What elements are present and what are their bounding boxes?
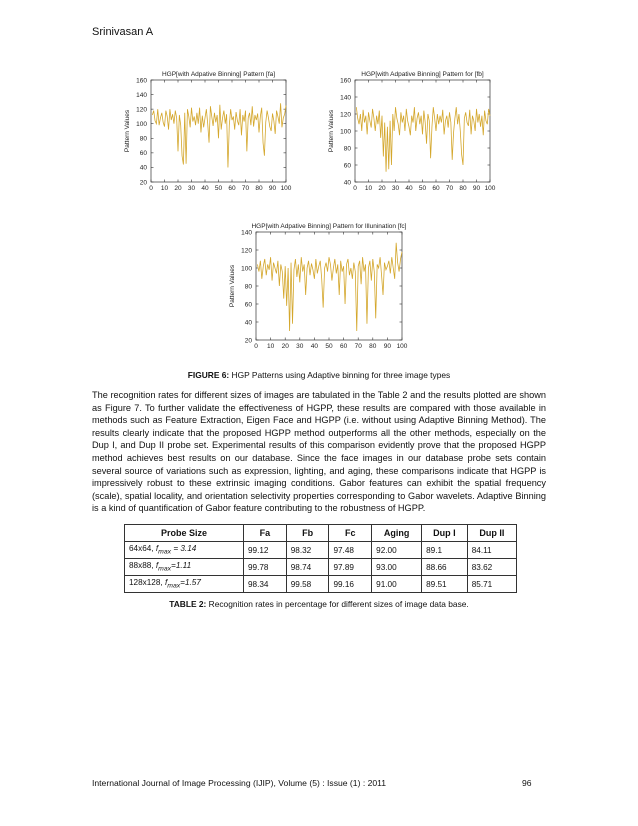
y-tick-label: 40 (343, 179, 351, 187)
table-row (125, 576, 517, 593)
chart-fc (220, 222, 415, 357)
x-tick-label: 60 (228, 185, 236, 192)
figure-caption (0, 370, 638, 380)
cell-dup-i: 88.66 (422, 559, 468, 576)
cell-fa: 99.78 (244, 559, 287, 576)
table-caption-label: TABLE 2: (169, 599, 207, 609)
fmax-value: =1.11 (171, 561, 192, 571)
header-aging: Aging (372, 525, 422, 542)
fmax-sub: max (167, 582, 181, 590)
cell-dup-i: 89.51 (422, 576, 468, 593)
x-tick-label: 50 (418, 185, 427, 192)
x-tick-label: 60 (432, 185, 440, 192)
y-tick-label: 60 (343, 162, 351, 170)
figure-caption-label: FIGURE 6: (187, 370, 230, 380)
cell-probe-size (125, 559, 244, 576)
x-tick-label: 60 (339, 343, 348, 350)
y-tick-label: 120 (340, 111, 351, 119)
chart-fc-svg (220, 222, 415, 357)
footer-journal: International Journal of Image Processing (IJIP), Volume (5) : Issue (1) : 2011 (92, 778, 387, 788)
cell-dup-i: 89.1 (422, 542, 468, 559)
fmax-var: f (155, 561, 159, 571)
table-row (125, 559, 517, 576)
x-tick-label: 20 (378, 185, 386, 192)
y-tick-label: 100 (136, 121, 147, 129)
x-tick-label: 80 (459, 185, 467, 192)
pattern-series-line (356, 107, 490, 172)
y-tick-label: 40 (139, 164, 147, 172)
probe-size-text: 128x128, (129, 578, 165, 588)
header-fb: Fb (286, 525, 329, 542)
pattern-series-line (257, 243, 402, 331)
x-tick-label: 40 (310, 343, 319, 350)
probe-size-text: 64x64, (129, 544, 156, 554)
cell-probe-size (125, 576, 244, 593)
cell-dup-ii: 83.62 (467, 559, 516, 576)
x-tick-label: 0 (254, 343, 258, 350)
cell-fb: 98.32 (286, 542, 329, 559)
cell-probe-size (125, 542, 244, 559)
chart-fa (118, 70, 293, 195)
chart-fb-svg (322, 70, 497, 195)
cell-fa: 98.34 (244, 576, 287, 593)
y-tick-label: 20 (139, 179, 147, 187)
y-tick-label: 100 (340, 128, 351, 136)
cell-fb: 99.58 (286, 576, 329, 593)
chart-title: HGP[with Adpative Binning] Pattern for Illunination [fc] (251, 223, 407, 230)
cell-dup-ii: 85.71 (467, 576, 516, 593)
cell-fc: 97.48 (329, 542, 372, 559)
x-tick-label: 20 (281, 343, 289, 350)
x-tick-label: 50 (214, 185, 223, 192)
y-tick-label: 80 (139, 135, 147, 143)
table-caption (0, 599, 638, 609)
x-tick-label: 30 (296, 343, 304, 350)
footer-page-number: 96 (522, 778, 532, 788)
fmax-var: f (155, 544, 159, 554)
cell-fb: 98.74 (286, 559, 329, 576)
x-tick-label: 50 (325, 343, 333, 350)
y-tick-label: 100 (241, 265, 252, 273)
y-tick-label: 120 (241, 247, 252, 255)
y-axis-label: Pattern Values (328, 109, 335, 153)
x-tick-label: 100 (396, 343, 408, 350)
cell-dup-ii: 84.11 (467, 542, 516, 559)
fmax-value: =1.57 (180, 578, 201, 588)
y-tick-label: 60 (244, 301, 252, 309)
y-tick-label: 160 (136, 77, 147, 85)
y-axis-label: Pattern Values (229, 264, 236, 308)
y-tick-label: 40 (244, 319, 252, 327)
fmax-sub: max (158, 548, 172, 556)
fmax-value: = 3.14 (171, 544, 197, 554)
fmax-var: f (164, 578, 168, 588)
table-header-row (125, 525, 517, 542)
table-caption-text: Recognition rates in percentage for different sizes of image data base. (206, 599, 469, 609)
header-probe-size: Probe Size (125, 525, 244, 542)
body-paragraph: The recognition rates for different sizes of images are tabulated in the Table 2 and the results plotted are shown as Figure 7. To further validate the effectiveness of HGPP, these results are compared with those available in methods such as Feature Extraction, Eigen Face and HGPP (i.e. without using Adaptive Binning Method). The results clearly indicate that the proposed HGPP method outperforms all the other methods, especially on the Dup I, and Dup II probe set. Experimental results of this comparison evidently prove that the proposed HGPP method achieves best results on our database. Since the face images in our database probe sets contain several source of variations such as expression, lighting, and aging, these comparisons indicate that HGPP is impressively robust to these extrinsic imaging conditions. Gabor features can exhibit the spatial frequency (scale), spatial locality, and orientation selectivity properties corresponding to Gabor wavelets. Adaptive Binning is a kind of quantification of Gabor feature contributing to the robustness of HGPP. (92, 390, 546, 514)
fmax-sub: max (158, 565, 172, 573)
x-tick-label: 70 (445, 185, 454, 192)
table-row (125, 542, 517, 559)
cell-fc: 99.16 (329, 576, 372, 593)
x-tick-label: 10 (160, 185, 169, 192)
x-tick-label: 90 (268, 185, 277, 192)
x-tick-label: 30 (391, 185, 400, 192)
pattern-series-line (152, 103, 286, 167)
header-dup-ii: Dup II (467, 525, 516, 542)
y-tick-label: 120 (136, 106, 147, 114)
x-tick-label: 40 (201, 185, 209, 192)
cell-aging: 91.00 (372, 576, 422, 593)
chart-title: HGP[with Adpative Binning] Pattern for [fb] (361, 71, 484, 78)
x-tick-label: 90 (472, 185, 481, 192)
y-tick-label: 80 (244, 283, 252, 291)
y-tick-label: 140 (340, 94, 351, 102)
chart-fb (322, 70, 497, 195)
x-tick-label: 40 (405, 185, 413, 192)
chart-title: HGP[with Adpative Binning] Pattern [fa] (161, 71, 276, 78)
header-fc: Fc (329, 525, 372, 542)
y-tick-label: 80 (343, 145, 351, 153)
y-tick-label: 140 (241, 229, 252, 237)
x-tick-label: 90 (383, 343, 392, 350)
probe-size-text: 88x88, (129, 561, 156, 571)
figure-caption-text: HGP Patterns using Adaptive binning for three image types (229, 370, 451, 380)
chart-fa-svg (118, 70, 293, 195)
plot-frame (256, 232, 402, 340)
x-tick-label: 0 (353, 185, 357, 192)
x-tick-label: 70 (354, 343, 362, 350)
y-tick-label: 140 (136, 91, 147, 99)
y-tick-label: 160 (340, 77, 351, 85)
y-axis-label: Pattern Values (124, 109, 131, 153)
x-tick-label: 0 (149, 185, 153, 192)
header-dup-i: Dup I (422, 525, 468, 542)
running-header-author: Srinivasan A (92, 26, 154, 38)
cell-aging: 93.00 (372, 559, 422, 576)
x-tick-label: 70 (241, 185, 250, 192)
x-tick-label: 100 (280, 185, 292, 192)
x-tick-label: 30 (187, 185, 196, 192)
x-tick-label: 80 (369, 343, 377, 350)
cell-fa: 99.12 (244, 542, 287, 559)
cell-aging: 92.00 (372, 542, 422, 559)
x-tick-label: 100 (484, 185, 496, 192)
recognition-rates-table (124, 524, 517, 593)
x-tick-label: 10 (266, 343, 275, 350)
header-fa: Fa (244, 525, 287, 542)
y-tick-label: 60 (139, 150, 147, 158)
x-tick-label: 80 (255, 185, 263, 192)
y-tick-label: 20 (244, 337, 252, 345)
x-tick-label: 10 (364, 185, 373, 192)
cell-fc: 97.89 (329, 559, 372, 576)
x-tick-label: 20 (174, 185, 182, 192)
